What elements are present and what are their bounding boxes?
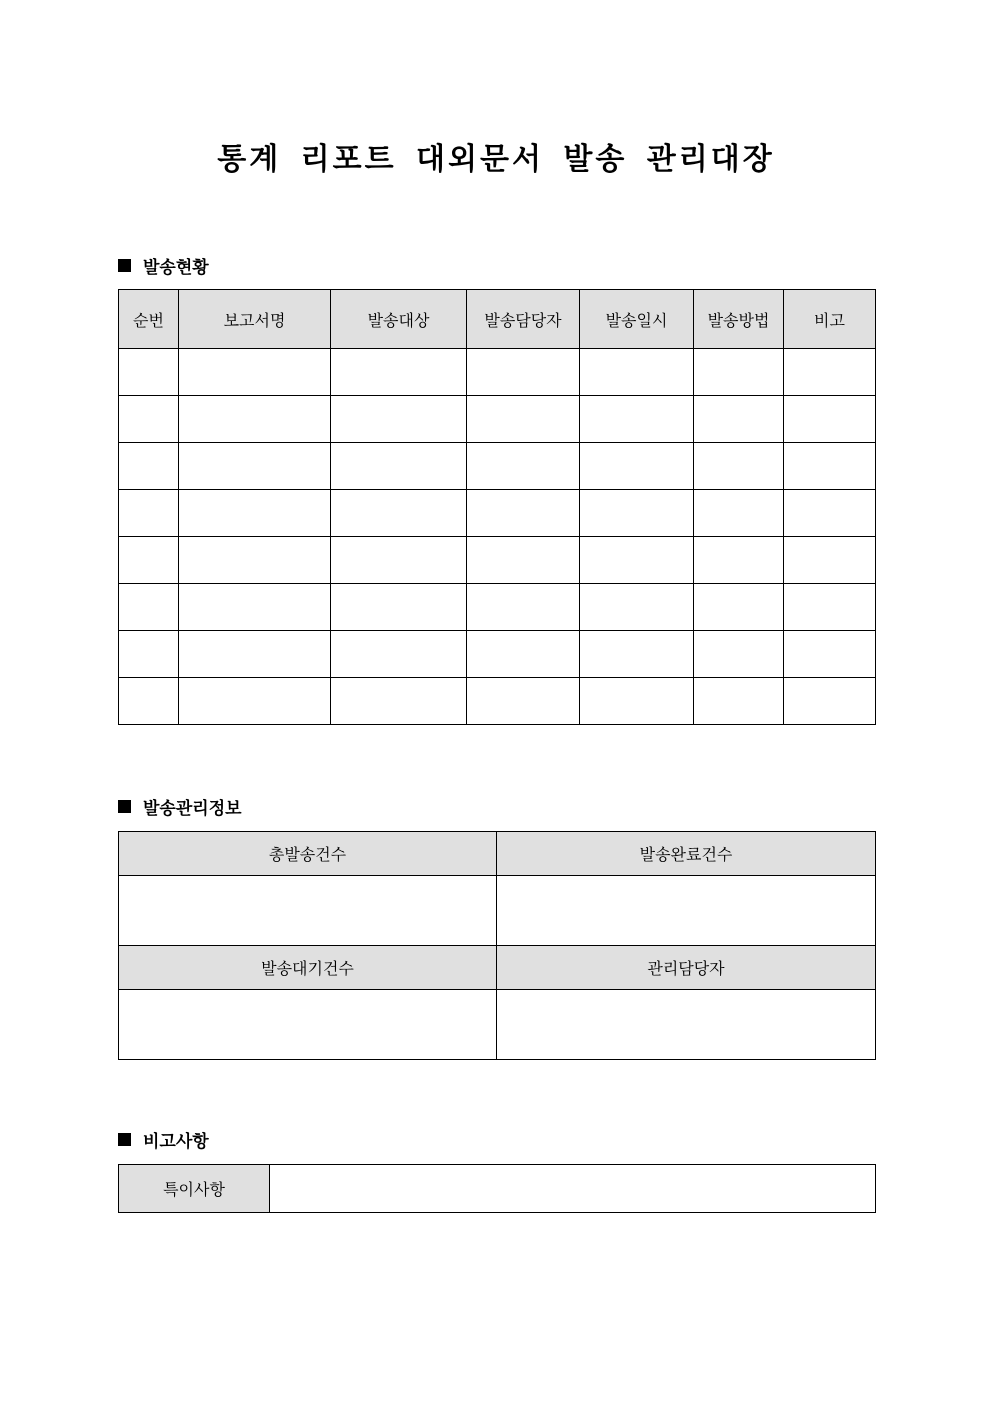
table-row — [119, 1165, 876, 1213]
status-table — [118, 289, 876, 725]
column-header-send-method: 발송방법 — [694, 290, 784, 349]
table-cell[interactable] — [119, 443, 179, 490]
page-title: 통계 리포트 대외문서 발송 관리대장 — [217, 142, 775, 177]
table-cell[interactable] — [580, 537, 694, 584]
table-cell[interactable] — [694, 490, 784, 537]
table-cell[interactable] — [179, 631, 331, 678]
table-cell[interactable] — [179, 584, 331, 631]
table-cell[interactable] — [467, 537, 580, 584]
table-row — [119, 584, 876, 631]
remarks-table — [118, 1164, 876, 1213]
table-cell[interactable] — [580, 631, 694, 678]
table-cell[interactable] — [179, 678, 331, 725]
table-cell[interactable] — [179, 349, 331, 396]
table-cell[interactable] — [580, 678, 694, 725]
section-heading-label: 발송현황 — [143, 257, 209, 278]
table-cell[interactable] — [694, 584, 784, 631]
table-row — [119, 443, 876, 490]
table-cell[interactable] — [119, 396, 179, 443]
column-header-seq: 순번 — [119, 290, 179, 349]
table-cell[interactable] — [119, 490, 179, 537]
table-cell[interactable] — [580, 349, 694, 396]
section-heading-label: 비고사항 — [143, 1131, 209, 1152]
table-cell[interactable] — [467, 443, 580, 490]
table-cell[interactable] — [580, 443, 694, 490]
label-total-count: 총발송건수 — [119, 832, 497, 876]
value-pending-count[interactable] — [119, 990, 497, 1060]
table-row — [119, 678, 876, 725]
value-manager[interactable] — [497, 990, 876, 1060]
table-cell[interactable] — [784, 678, 876, 725]
table-cell[interactable] — [784, 396, 876, 443]
column-header-recipient: 발송대상 — [331, 290, 467, 349]
table-cell[interactable] — [784, 490, 876, 537]
table-cell[interactable] — [694, 631, 784, 678]
table-cell[interactable] — [179, 396, 331, 443]
table-cell[interactable] — [467, 349, 580, 396]
table-cell[interactable] — [331, 443, 467, 490]
table-cell[interactable] — [467, 584, 580, 631]
table-cell[interactable] — [331, 537, 467, 584]
label-special-notes: 특이사항 — [119, 1165, 270, 1213]
management-table — [118, 831, 876, 1060]
table-cell[interactable] — [179, 443, 331, 490]
table-cell[interactable] — [784, 349, 876, 396]
section-heading-management — [118, 794, 242, 818]
table-row — [119, 490, 876, 537]
table-cell[interactable] — [119, 584, 179, 631]
table-cell[interactable] — [119, 349, 179, 396]
table-cell[interactable] — [694, 349, 784, 396]
table-row — [119, 631, 876, 678]
table-cell[interactable] — [331, 678, 467, 725]
table-cell[interactable] — [467, 396, 580, 443]
value-total-count[interactable] — [119, 876, 497, 946]
section-heading-remarks — [118, 1127, 209, 1151]
value-special-notes[interactable] — [270, 1165, 876, 1213]
table-cell[interactable] — [119, 678, 179, 725]
table-cell[interactable] — [331, 490, 467, 537]
label-pending-count: 발송대기건수 — [119, 946, 497, 990]
table-cell[interactable] — [331, 396, 467, 443]
table-cell[interactable] — [467, 678, 580, 725]
table-cell[interactable] — [694, 537, 784, 584]
table-row — [119, 349, 876, 396]
value-completed-count[interactable] — [497, 876, 876, 946]
table-cell[interactable] — [694, 678, 784, 725]
table-cell[interactable] — [784, 537, 876, 584]
table-header-row — [119, 832, 876, 876]
table-cell[interactable] — [784, 631, 876, 678]
table-cell[interactable] — [580, 396, 694, 443]
table-cell[interactable] — [179, 490, 331, 537]
table-row — [119, 876, 876, 946]
section-heading-status — [118, 253, 209, 277]
table-cell[interactable] — [467, 490, 580, 537]
table-cell[interactable] — [694, 443, 784, 490]
status-table-body — [119, 349, 876, 725]
table-cell[interactable] — [580, 490, 694, 537]
column-header-send-date: 발송일시 — [580, 290, 694, 349]
table-cell[interactable] — [179, 537, 331, 584]
section-heading-label: 발송관리정보 — [143, 798, 242, 819]
column-header-note: 비고 — [784, 290, 876, 349]
square-bullet-icon — [118, 800, 131, 813]
table-cell[interactable] — [467, 631, 580, 678]
square-bullet-icon — [118, 1133, 131, 1146]
label-completed-count: 발송완료건수 — [497, 832, 876, 876]
table-cell[interactable] — [784, 584, 876, 631]
table-cell[interactable] — [580, 584, 694, 631]
square-bullet-icon — [118, 259, 131, 272]
table-cell[interactable] — [331, 631, 467, 678]
table-cell[interactable] — [119, 631, 179, 678]
table-cell[interactable] — [331, 349, 467, 396]
table-cell[interactable] — [784, 443, 876, 490]
label-manager: 관리담당자 — [497, 946, 876, 990]
table-header-row — [119, 290, 876, 349]
table-row — [119, 396, 876, 443]
column-header-report-name: 보고서명 — [179, 290, 331, 349]
table-header-row — [119, 946, 876, 990]
table-row — [119, 537, 876, 584]
table-cell[interactable] — [119, 537, 179, 584]
column-header-sender: 발송담당자 — [467, 290, 580, 349]
table-cell[interactable] — [331, 584, 467, 631]
table-row — [119, 990, 876, 1060]
table-cell[interactable] — [694, 396, 784, 443]
